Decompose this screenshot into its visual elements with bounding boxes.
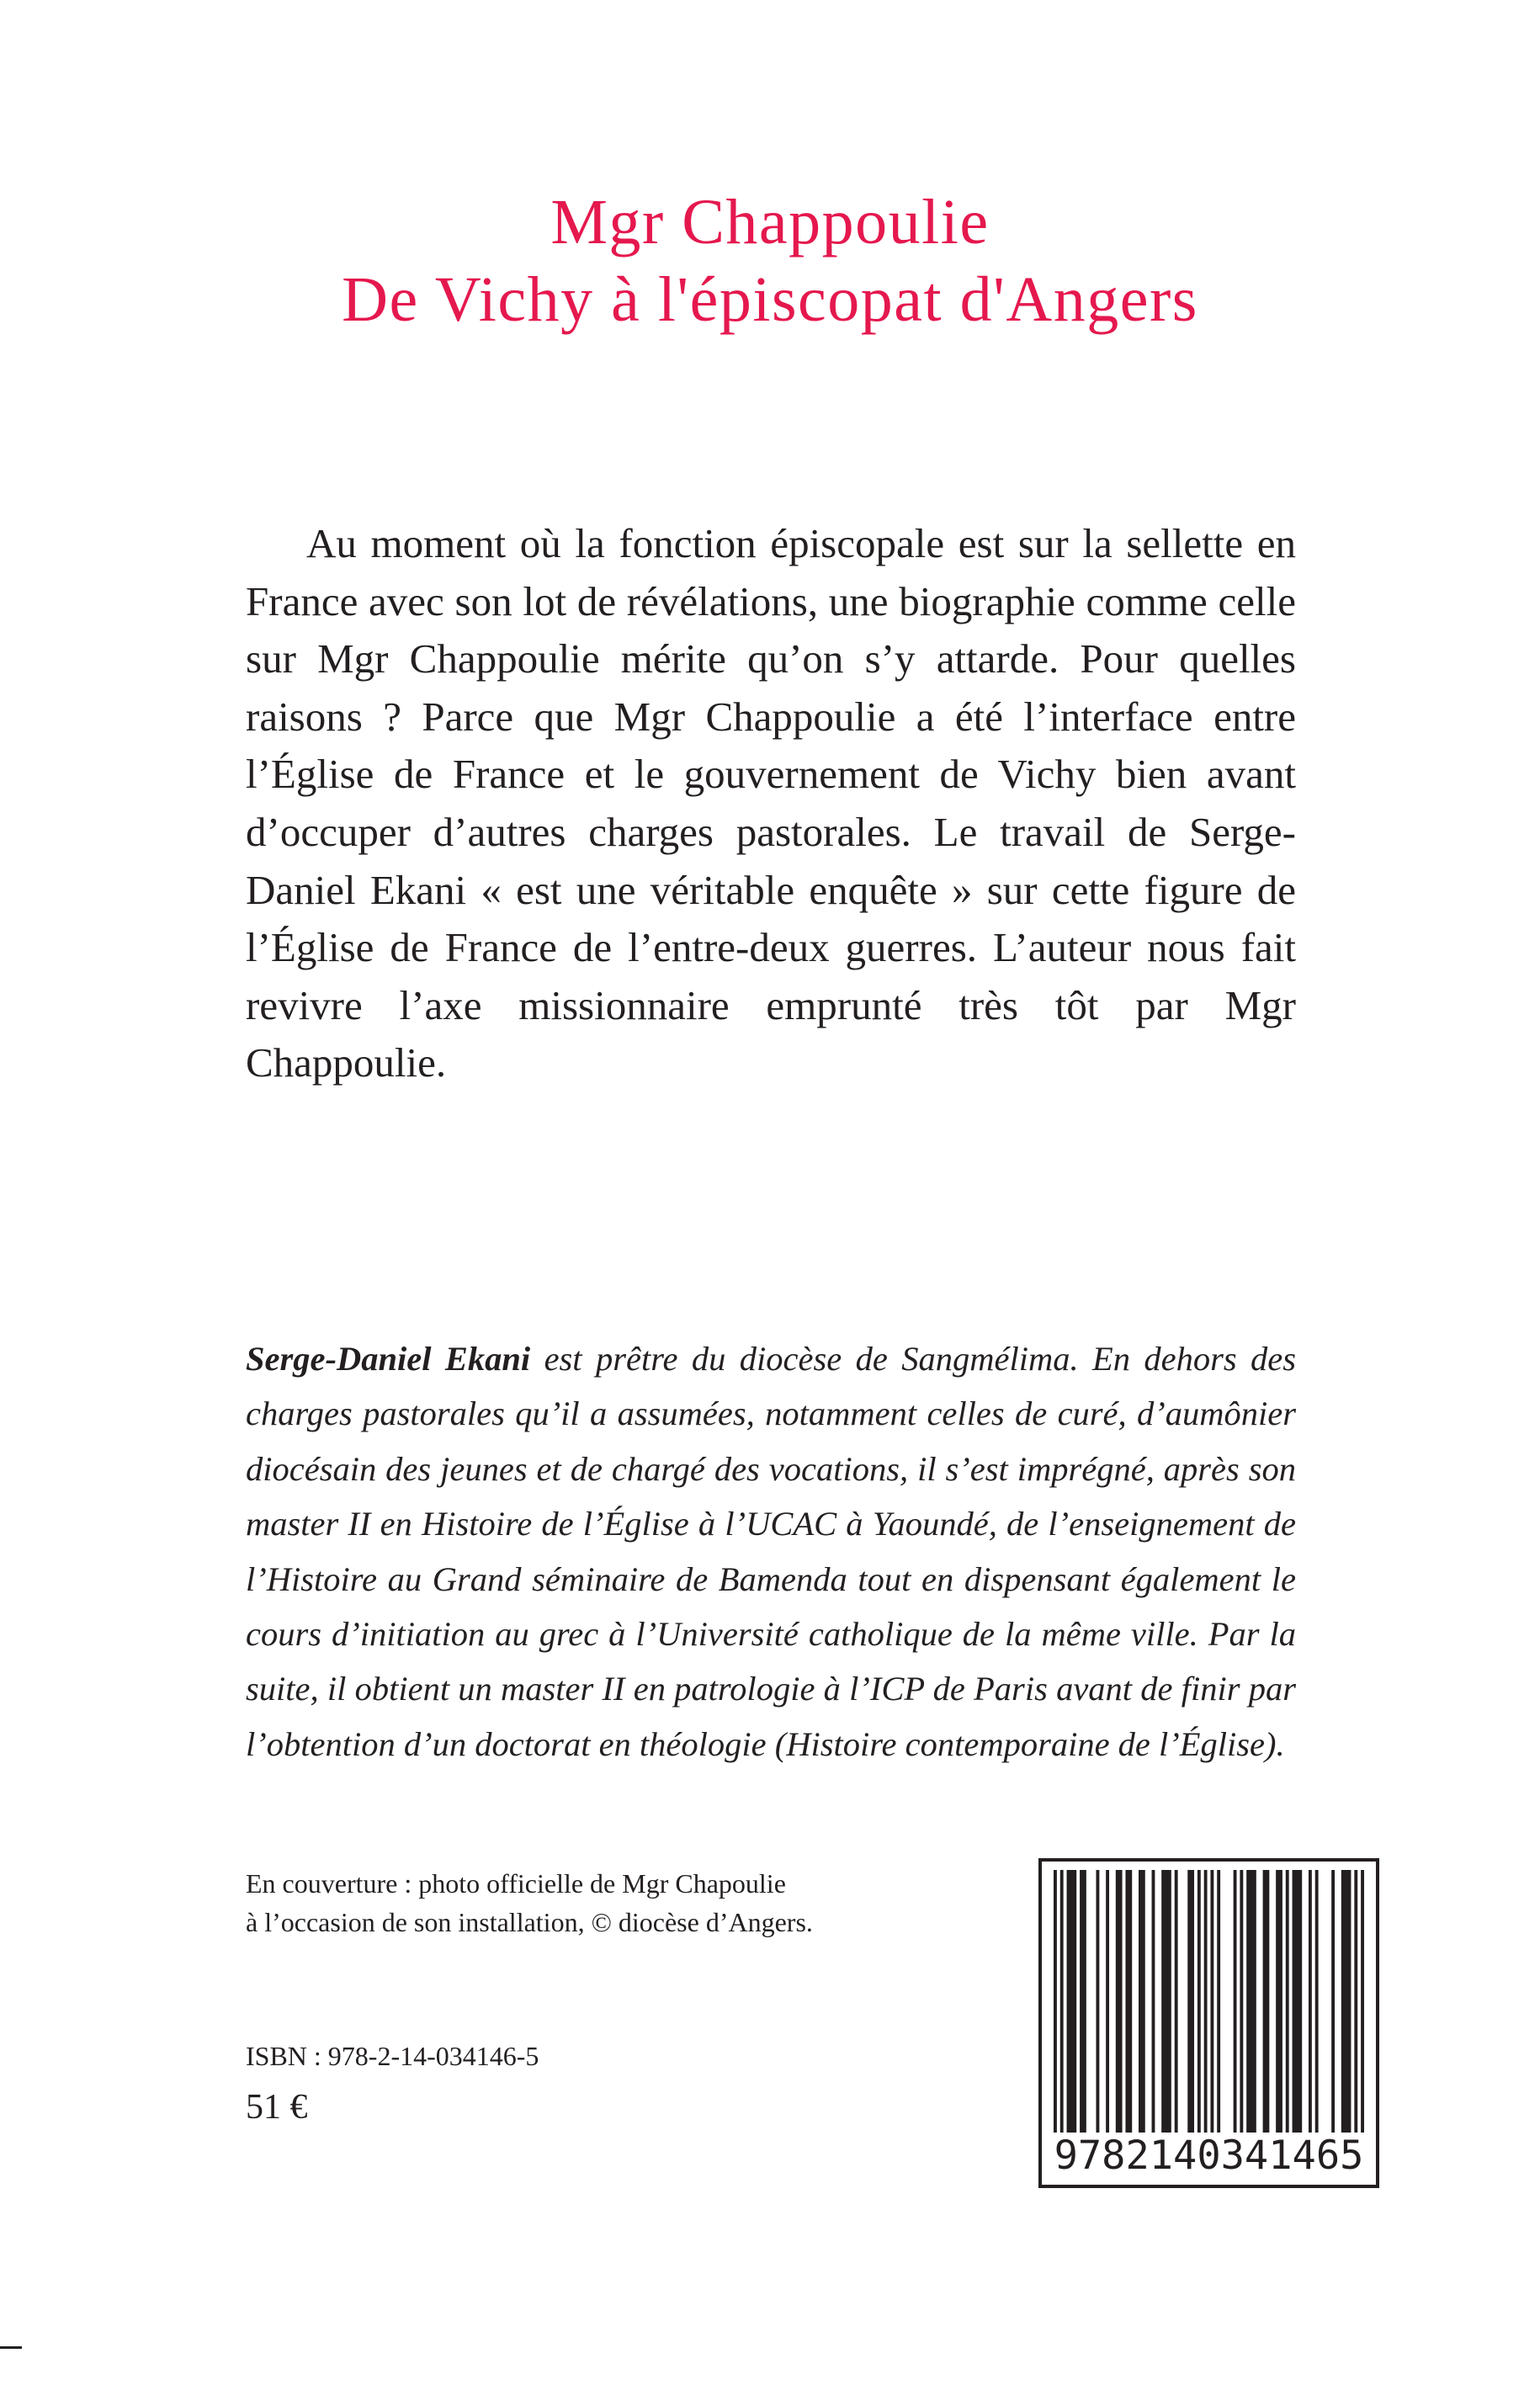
cover-credit-line-1: En couverture : photo officielle de Mgr Chapoulie [246, 1868, 786, 1899]
title-line-1: Mgr Chappoulie [550, 187, 990, 258]
barcode-bar-13 [1197, 1870, 1201, 2133]
barcode-bar-29 [1361, 1870, 1364, 2133]
barcode-bar-25 [1315, 1870, 1319, 2133]
book-title [0, 183, 1540, 338]
barcode-bar-2 [1067, 1870, 1077, 2133]
barcode-bar-10 [1161, 1870, 1171, 2133]
barcode [1038, 1858, 1379, 2188]
cover-credit-line-2: à l’occasion de son installation, © diocèse d’Angers. [246, 1907, 813, 1937]
barcode-bar-23 [1293, 1870, 1303, 2133]
barcode-digits: 9782140341465 [1054, 2133, 1364, 2179]
barcode-bar-1 [1060, 1870, 1064, 2133]
barcode-bar-28 [1354, 1870, 1357, 2133]
barcode-bar-21 [1276, 1870, 1282, 2133]
barcode-bar-5 [1106, 1870, 1109, 2133]
barcode-bar-9 [1152, 1870, 1155, 2133]
price: 51 € [246, 2088, 308, 2127]
barcode-bar-15 [1210, 1870, 1213, 2133]
author-name: Serge-Daniel Ekani [246, 1340, 531, 1378]
isbn: ISBN : 978-2-14-034146-5 [246, 2041, 539, 2071]
barcode-bar-20 [1263, 1870, 1270, 2133]
barcode-bar-3 [1080, 1870, 1086, 2133]
barcode-bar-24 [1309, 1870, 1312, 2133]
barcode-bar-19 [1246, 1870, 1256, 2133]
barcode-bar-17 [1234, 1870, 1237, 2133]
barcode-bar-14 [1204, 1870, 1208, 2133]
barcode-bar-6 [1116, 1870, 1123, 2133]
author-bio-text: est prêtre du diocèse de Sangmélima. En dehors des charges pastorales qu’il a assumées, notamment celles de curé, d’aumônier diocésain des jeunes et de chargé des vocations, il s’est imprégné, après son master II en Histoire de l’Église à l’UCAC à Yaoundé, de l’enseignement de l’Histoire au Grand séminaire de Bamenda tout en dispensant également le cours d’initiation au grec à l’Université catholique de la même ville. Par la suite, il obtient un master II en patrologie à l’ICP de Paris avant de finir par l’obtention d’un doctorat en théologie (Histoire contemporaine de l’Église). [246, 1340, 1297, 1763]
title-line-2: De Vichy à l'épiscopat d'Angers [342, 264, 1198, 335]
barcode-bar-22 [1286, 1870, 1289, 2133]
barcode-bar-4 [1096, 1870, 1099, 2133]
barcode-bar-0 [1054, 1870, 1057, 2133]
barcode-bar-27 [1341, 1870, 1351, 2133]
barcode-bar-8 [1139, 1870, 1145, 2133]
barcode-bar-16 [1217, 1870, 1220, 2133]
barcode-bar-11 [1175, 1870, 1178, 2133]
barcode-bar-7 [1125, 1870, 1132, 2133]
barcode-bar-26 [1331, 1870, 1335, 2133]
cover-credit [246, 1864, 919, 1941]
barcode-bar-12 [1187, 1870, 1194, 2133]
author-bio [246, 1331, 1296, 1771]
crop-mark [0, 2346, 22, 2349]
barcode-bar-18 [1240, 1870, 1243, 2133]
barcode-bars-icon [1054, 1870, 1364, 2133]
book-summary: Au moment où la fonction épiscopale est sur la sellette en France avec son lot de révélations, une biographie comme celle sur Mgr Chappoulie mérite qu’on s’y attarde. Pour quelles raisons ? Parce que Mgr Chappoulie a été l’interface entre l’Église de France et le gouvernement de Vichy bien avant d’occuper d’autres charges pastorales. Le travail de Serge-Daniel Ekani « est une véritable enquête » sur cette figure de l’Église de France de l’entre-deux guerres. L’auteur nous fait revivre l’axe missionnaire emprunté très tôt par Mgr Chappoulie. [246, 520, 1296, 1086]
